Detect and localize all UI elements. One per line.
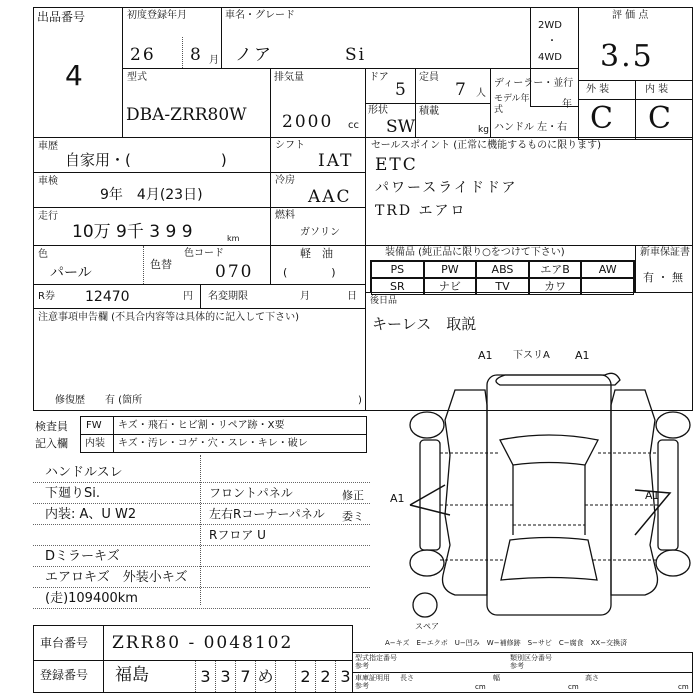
fuel-other: ( )	[283, 266, 336, 279]
row-line	[33, 308, 366, 309]
row-line	[80, 434, 367, 435]
note-left: (走)109400km	[45, 591, 138, 606]
displacement-unit: cc	[348, 120, 359, 131]
note-row	[33, 462, 370, 483]
doors: 5	[395, 80, 408, 100]
exterior-grade: C	[590, 101, 615, 136]
interior-grade: C	[648, 101, 673, 136]
cert-label: 車庫証明用 参考	[355, 674, 390, 690]
notes-label: 注意事項申告欄 (不具合内容等は具体的に記入して下さい)	[38, 312, 299, 323]
recycle-label: R券	[38, 291, 55, 302]
color-label: 色	[38, 249, 48, 260]
exterior-label: 外 装	[586, 84, 610, 95]
equipment-item: TV	[476, 278, 529, 295]
body-label: 形状	[368, 105, 388, 116]
divider	[182, 37, 183, 68]
note-left: Dミラーキズ	[45, 549, 120, 564]
drive-4wd: 4WD	[538, 52, 562, 63]
car-name-label: 車名・グレード	[225, 10, 295, 21]
int-items: キズ・汚レ・コゲ・穴・スレ・キレ・破レ	[118, 438, 308, 449]
body: SW	[386, 117, 416, 137]
interior-label: 内 装	[645, 84, 669, 95]
dealer-label: ディーラー・並行	[494, 78, 574, 89]
model-code: DBA-ZRR80W	[126, 105, 247, 125]
name-change-month: 月	[300, 291, 310, 302]
note-left: 内装: A、U W2	[45, 507, 137, 522]
damage-mark: A1	[478, 349, 493, 362]
row-line	[33, 207, 366, 208]
sales-point: TRD エアロ	[375, 203, 467, 219]
recycle-amount: 12470	[85, 289, 130, 305]
divider	[200, 455, 201, 605]
row-line	[352, 672, 693, 673]
note-left: 下廻りSi.	[45, 486, 100, 501]
warranty: 有 ・ 無	[643, 271, 683, 284]
row-line	[365, 245, 693, 246]
sales-points-label: セールスポイント (正常に機能するものに限ります)	[371, 140, 602, 151]
col-line	[113, 416, 114, 453]
equipment-item: カワ	[529, 278, 582, 295]
reg-cell: 3	[335, 661, 355, 692]
chassis-number: ZRR80 - 0048102	[112, 633, 294, 653]
year-unit: 年	[562, 99, 572, 110]
note-row	[33, 588, 370, 609]
displacement-label: 排気量	[274, 72, 304, 83]
name-change-label: 名変期限	[208, 291, 248, 302]
repair-close: )	[358, 395, 362, 406]
load-unit: kg	[478, 125, 489, 135]
height-label: 高さ	[585, 674, 599, 682]
warranty-label: 新車保証書	[640, 247, 690, 258]
grade: Si	[345, 45, 367, 65]
note-right: フロントパネル	[209, 486, 293, 500]
reg-cell	[275, 661, 295, 692]
notes-area	[33, 462, 370, 607]
divider	[143, 246, 144, 284]
chassis-label: 車台番号	[40, 636, 89, 650]
note-row	[33, 567, 370, 588]
sales-point: ETC	[375, 155, 418, 175]
sales-point: パワースライドドア	[375, 180, 518, 196]
damage-legend: A−キズ E−エクボ U−凹み W−補修跡 S−サビ C−腐食 XX−交換済	[385, 639, 628, 647]
note-left: ハンドルスレ	[45, 465, 123, 480]
capacity-unit: 人	[476, 88, 486, 99]
note-row	[33, 546, 370, 567]
equipment-label: 装備品 (純正品に限り○をつけて下さい)	[385, 247, 565, 258]
ac: AAC	[308, 187, 352, 207]
width-label: 幅	[493, 674, 500, 682]
damage-mark: A1	[390, 492, 405, 505]
note-right: 左右Rコーナーパネル	[209, 507, 325, 521]
equipment-item: PW	[424, 261, 477, 278]
equipment-item: PS	[371, 261, 424, 278]
note-row	[33, 504, 370, 525]
score-label: 評 価 点	[612, 10, 649, 21]
fw-label: FW	[86, 420, 102, 431]
fw-items: キズ・飛石・ヒビ割・リペア跡・X要	[118, 420, 285, 431]
month-unit: 月	[209, 55, 219, 66]
col-line	[270, 137, 271, 285]
note-row	[33, 483, 370, 504]
displacement: 2000	[282, 112, 334, 132]
color-change-label: 色替	[150, 258, 172, 271]
lot-label: 出品番号	[37, 10, 86, 24]
reg-label: 登録番号	[40, 668, 89, 682]
fuel-label: 燃料	[275, 210, 295, 221]
handle-label: ハンドル 左・右	[494, 122, 568, 133]
mileage-label: 走行	[38, 211, 58, 222]
reg-cell: 2	[295, 661, 315, 692]
score: 3.5	[600, 39, 654, 74]
height-unit: cm	[678, 683, 689, 691]
reg-cell: 7	[235, 661, 255, 692]
width-unit: cm	[568, 683, 579, 691]
notes-brace: 修正 委ミ	[342, 489, 364, 523]
first-reg-year: 26	[130, 45, 156, 65]
color: パール	[50, 265, 92, 281]
col-line	[200, 284, 201, 308]
capacity: 7	[455, 80, 468, 100]
inspection-label: 車検	[38, 176, 58, 187]
row-line	[33, 172, 366, 173]
car-diagram	[405, 345, 695, 620]
shift: IAT	[318, 151, 354, 171]
class-no-label: 類別区分番号 参考	[510, 654, 552, 670]
equipment-grid	[370, 260, 635, 293]
shift-label: シフト	[275, 140, 305, 151]
load-label: 積載	[419, 106, 439, 117]
drive-2wd: 2WD	[538, 20, 562, 31]
color-code-label: 色コード	[184, 248, 224, 259]
type-no-label: 型式指定番号 参考	[355, 654, 397, 670]
capacity-label: 定員	[419, 72, 439, 83]
drive-sep: ・	[547, 36, 557, 47]
equipment-item: AW	[581, 261, 634, 278]
mileage-unit: km	[227, 234, 240, 243]
note-row	[33, 525, 370, 546]
history: 自家用・( )	[65, 151, 227, 169]
lot-number: 4	[65, 59, 83, 92]
reg-cells	[195, 661, 355, 692]
int-label: 内装	[85, 438, 105, 449]
damage-mark: A1	[645, 489, 660, 502]
inspector-label: 検査員	[35, 420, 68, 433]
car-name: ノア	[235, 45, 273, 65]
history-label: 車歴	[38, 141, 58, 152]
first-reg-month: 8	[190, 45, 203, 65]
reg-cell: 3	[195, 661, 215, 692]
reg-cell: 3	[215, 661, 235, 692]
doors-label: ドア	[369, 72, 389, 83]
note-right: Rフロア U	[209, 528, 266, 542]
fuel-gas: ガソリン	[300, 227, 340, 238]
damage-mark: A1	[575, 349, 590, 362]
later-items: キーレス 取説	[372, 315, 477, 333]
note-left: エアロキズ 外装小キズ	[45, 570, 188, 585]
later-items-label: 後日品	[370, 296, 398, 306]
fuel-diesel: 軽 油	[300, 247, 333, 260]
mileage: 10万 9千 3 9 9	[72, 222, 193, 242]
equipment-item: ABS	[476, 261, 529, 278]
equipment-item: エアB	[529, 261, 582, 278]
reg-cell: 2	[315, 661, 335, 692]
col-line	[635, 245, 636, 293]
inspector-label-2: 記入欄	[35, 437, 68, 450]
reg-area: 福島	[115, 665, 149, 685]
length-unit: cm	[475, 683, 486, 691]
color-code: 070	[215, 262, 254, 282]
grade-divider	[635, 80, 636, 140]
repair-label: 修復歴 有 (箇所	[55, 395, 143, 406]
yen: 円	[183, 291, 193, 302]
inspection: 9年 4月(23日)	[100, 187, 203, 203]
model-code-label: 型式	[127, 72, 147, 83]
length-label: 長さ	[400, 674, 414, 682]
row-line	[365, 292, 693, 293]
first-reg-label: 初度登録年月	[127, 10, 187, 21]
reg-cell: め	[255, 661, 275, 692]
ac-label: 冷房	[275, 175, 295, 186]
spare-label: スペア	[415, 622, 439, 631]
model-year-label: モデル年式	[494, 94, 530, 115]
row-line	[33, 245, 366, 246]
damage-mark: 下スリA	[513, 350, 550, 361]
equipment-item: SR	[371, 278, 424, 295]
equipment-item: ナビ	[424, 278, 477, 295]
name-change-day: 日	[347, 291, 357, 302]
